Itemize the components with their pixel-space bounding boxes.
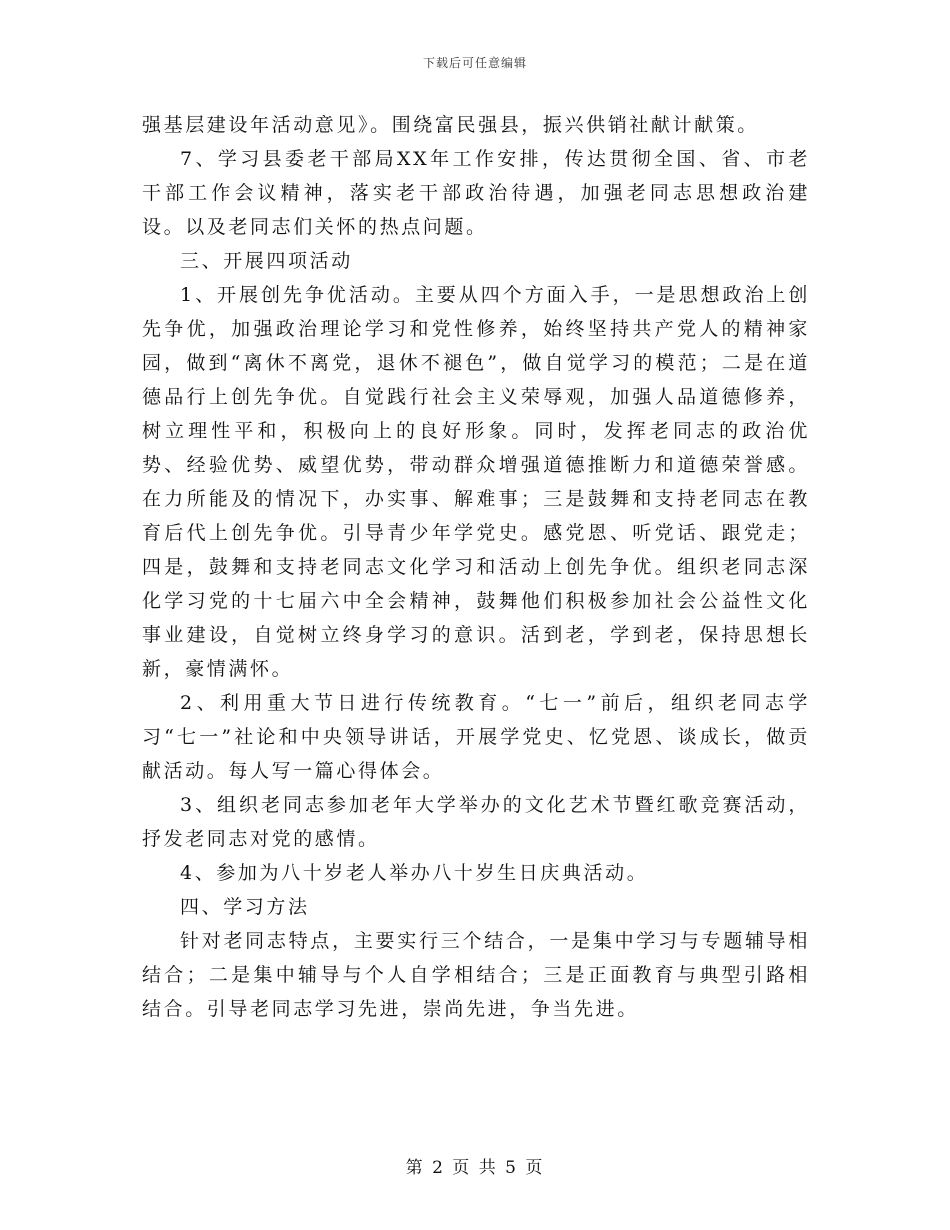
paragraph-0: 强基层建设年活动意见》。围绕富民强县，振兴供销社献计献策。: [142, 114, 759, 136]
paragraph-5: 3、组织老同志参加老年大学举办的文化艺术节暨红歌竞赛活动，抒发老同志对党的感情。: [142, 794, 810, 850]
paragraph-3: 1、开展创先争优活动。主要从四个方面入手，一是思想政治上创先争优，加强政治理论学习和党性修养，始终坚持共产党人的精神家园，做到“离休不离党，退休不褪色”，做自觉学习的模范；二是在道德品行上创先争优。自觉践行社会主义荣辱观，加强人品道德修养，树立理性平和，积极向上的良好形象。同时，发挥老同志的政治优势、经验优势、威望优势，带动群众增强道德推断力和道德荣誉感。在力所能及的情况下，办实事、解难事；三是鼓舞和支持老同志在教育后代上创先争优。引导青少年学党史。感党恩、听党话、跟党走；四是，鼓舞和支持老同志文化学习和活动上创先争优。组织老同志深化学习党的十七届六中全会精神，鼓舞他们积极参加社会公益性文化事业建设，自觉树立终身学习的意识。活到老，学到老，保持思想长新，豪情满怀。: [142, 284, 810, 680]
paragraph-6: 4、参加为八十岁老人举办八十岁生日庆典活动。: [180, 862, 649, 884]
section-heading-4: 四、学习方法: [180, 896, 310, 918]
page-header: 下载后可任意编辑: [422, 56, 527, 70]
paragraph-1: 7、学习县委老干部局XX年工作安排，传达贯彻全国、省、市老干部工作会议精神，落实老干部政治待遇，加强老同志思想政治建设。以及老同志们关怀的热点问题。: [142, 148, 810, 238]
page-number-footer: 第 2 页 共 5 页: [405, 1158, 545, 1178]
paragraph-8: 针对老同志特点，主要实行三个结合，一是集中学习与专题辅导相结合；二是集中辅导与个人自学相结合；三是正面教育与典型引路相结合。引导老同志学习先进，崇尚先进，争当先进。: [142, 930, 810, 1020]
document-body: [142, 108, 810, 1026]
paragraph-4: 2、利用重大节日进行传统教育。“七一”前后，组织老同志学习“七一”社论和中央领导讲话，开展学党史、忆党恩、谈成长，做贡献活动。每人写一篇心得体会。: [142, 692, 810, 782]
section-heading-3: 三、开展四项活动: [180, 250, 353, 272]
